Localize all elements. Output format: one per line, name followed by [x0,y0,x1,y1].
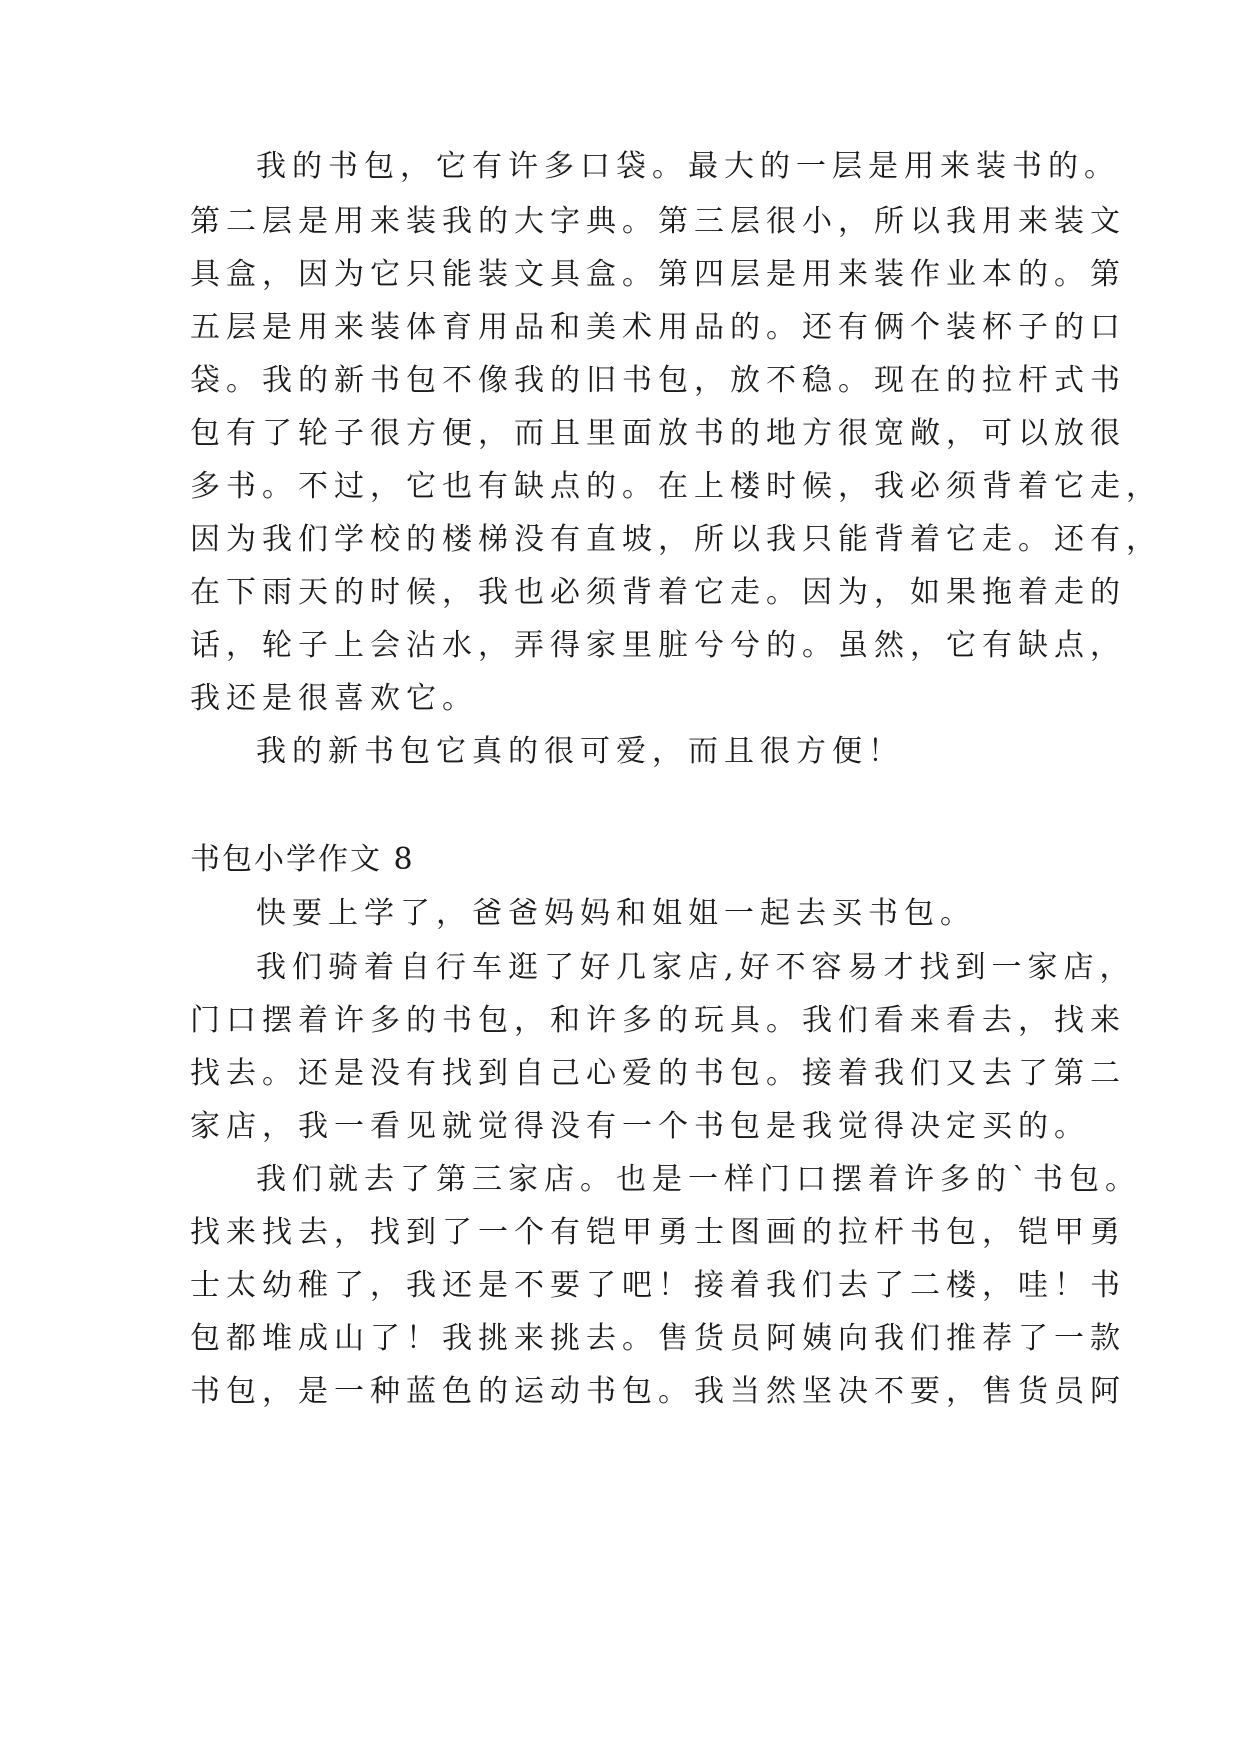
paragraph-line: 找去。还是没有找到自己心爱的书包。接着我们又去了第二 [190,1056,1126,1091]
paragraph-line: 包都堆成山了！我挑来挑去。售货员阿姨向我们推荐了一款 [190,1321,1126,1356]
section-title: 书包小学作文 8 [190,842,415,877]
paragraph-line: 因为我们学校的楼梯没有直坡，所以我只能背着它走。还有， [190,522,1162,557]
paragraph-line: 我的新书包它真的很可爱，而且很方便！ [256,734,904,769]
paragraph-line: 门口摆着许多的书包，和许多的玩具。我们看来看去，找来 [190,1003,1126,1038]
paragraph-line: 找来找去，找到了一个有铠甲勇士图画的拉杆书包，铠甲勇 [190,1215,1126,1250]
paragraph-line: 家店，我一看见就觉得没有一个书包是我觉得决定买的。 [190,1109,1090,1144]
paragraph-line: 快要上学了，爸爸妈妈和姐姐一起去买书包。 [256,896,976,931]
paragraph-line: 书包，是一种蓝色的运动书包。我当然坚决不要，售货员阿 [190,1374,1126,1409]
paragraph-line: 袋。我的新书包不像我的旧书包，放不稳。现在的拉杆式书 [190,363,1126,398]
paragraph-line: 士太幼稚了，我还是不要了吧！接着我们去了二楼，哇！书 [190,1268,1126,1303]
paragraph-line: 话，轮子上会沾水，弄得家里脏兮兮的。虽然，它有缺点， [190,628,1126,663]
paragraph-line: 我还是很喜欢它。 [190,681,478,716]
paragraph-line: 具盒，因为它只能装文具盒。第四层是用来装作业本的。第 [190,257,1126,292]
paragraph-line: 第二层是用来装我的大字典。第三层很小，所以我用来装文 [190,204,1126,239]
paragraph-line: 在下雨天的时候，我也必须背着它走。因为，如果拖着走的 [190,575,1126,610]
paragraph-line: 我的书包，它有许多口袋。最大的一层是用来装书的。 [256,149,1120,184]
paragraph-line: 五层是用来装体育用品和美术用品的。还有俩个装杯子的口 [190,310,1126,345]
paragraph-line: 多书。不过，它也有缺点的。在上楼时候，我必须背着它走， [190,469,1162,504]
paragraph-line: 我们骑着自行车逛了好几家店,好不容易才找到一家店， [256,950,1136,985]
paragraph-line: 我们就去了第三家店。也是一样门口摆着许多的`书包。 [256,1162,1141,1197]
paragraph-line: 包有了轮子很方便，而且里面放书的地方很宽敞，可以放很 [190,416,1126,451]
